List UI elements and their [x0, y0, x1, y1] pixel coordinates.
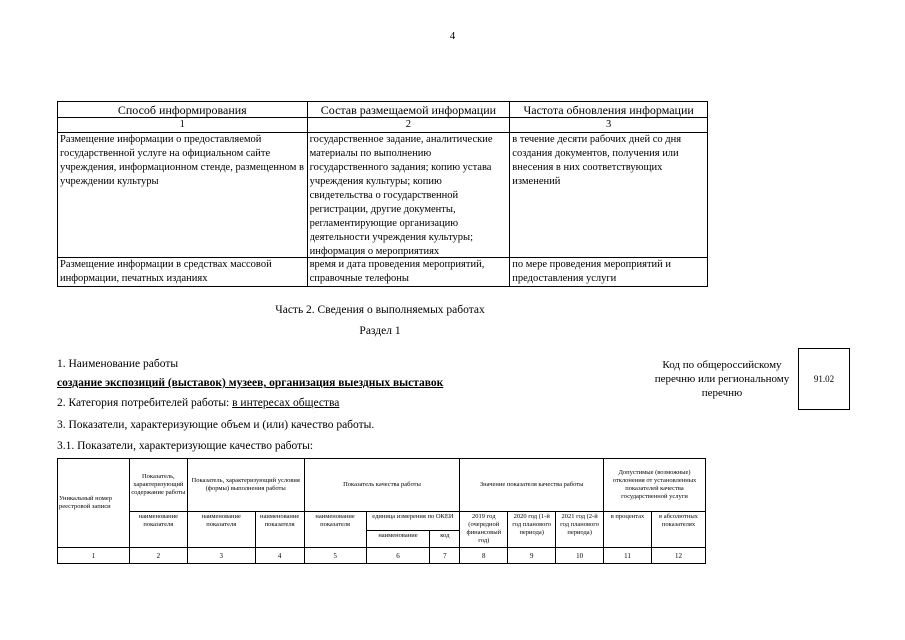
subheader-year-2019: 2019 год (очередной финансовый год): [460, 512, 508, 548]
column-number: 12: [651, 548, 705, 564]
subheader-indicator-name: наименование показателя: [129, 512, 187, 548]
consumer-category: [57, 397, 339, 409]
consumer-category-label: 2. Категория потребителей работы:: [57, 397, 233, 409]
quality-number-row: [58, 548, 706, 564]
quality-header-row: [58, 459, 706, 512]
row-content: время и дата проведения мероприятий, справочные телефоны: [307, 258, 510, 287]
page-number: 4: [449, 30, 456, 42]
column-number: 1: [58, 118, 308, 133]
column-number: 3: [187, 548, 255, 564]
column-number: 4: [255, 548, 304, 564]
header-method: Способ информирования: [58, 102, 308, 118]
registry-code-box: 91.02: [798, 348, 850, 410]
column-number: 10: [556, 548, 604, 564]
table-row: [58, 258, 708, 287]
column-number: 6: [366, 548, 430, 564]
header-content-indicator: Показатель, характеризующий содержание работы: [129, 459, 187, 512]
row-frequency: в течение десяти рабочих дней со дня создания документов, получения или внесения в них соответствующих изменений: [512, 134, 682, 187]
row-frequency: по мере проведения мероприятий и предоставления услуги: [510, 258, 708, 287]
work-name-value: создание экспозиций (выставок) музеев, организация выездных выставок: [57, 377, 444, 389]
section-title: Раздел 1: [359, 325, 401, 337]
subheader-unit-name: наименование: [366, 531, 430, 548]
info-table-number-row: [58, 118, 708, 133]
subheader-indicator-name: наименование показателя: [187, 512, 255, 548]
row-method: Размещение информации в средствах массовой информации, печатных изданиях: [58, 258, 308, 287]
column-number: 1: [58, 548, 130, 564]
quality-indicators-heading: 3.1. Показатели, характеризующие качество работы:: [57, 440, 314, 452]
header-conditions-indicator: Показатель, характеризующий условия (формы) выполнения работы: [187, 459, 304, 512]
consumer-category-value: в интересах общества: [232, 397, 340, 409]
subheader-indicator-name: наименование показателя: [304, 512, 366, 548]
header-frequency: Частота обновления информации: [510, 102, 708, 118]
subheader-absolute: в абсолютных показателях: [651, 512, 705, 548]
column-number: 9: [508, 548, 556, 564]
registry-code-label: Код по общероссийскому перечню или региональному перечню: [654, 359, 790, 399]
column-number: 7: [430, 548, 460, 564]
column-number: 11: [604, 548, 652, 564]
subheader-unit: единица измерения по ОКЕИ: [366, 512, 460, 531]
column-number: 3: [510, 118, 708, 133]
column-number: 5: [304, 548, 366, 564]
header-quality-indicator: Показатель качества работы: [304, 459, 460, 512]
table-row: [58, 133, 708, 258]
quality-subheader-row: [58, 512, 706, 531]
information-table: [57, 101, 708, 287]
quality-indicators-table: [57, 458, 706, 564]
subheader-year-2020: 2020 год (1-й год планового периода): [508, 512, 556, 548]
info-table-header-row: [58, 102, 708, 118]
header-allowed-deviation: Допустимые (возможные) отклонения от установленных показателей качества государственной услуги: [604, 459, 706, 512]
subheader-indicator-name: наименование показателя: [255, 512, 304, 548]
header-unique-number: Уникальный номер реестровой записи: [58, 459, 130, 548]
subheader-year-2021: 2021 год (2-й год планового периода): [556, 512, 604, 548]
indicators-heading: 3. Показатели, характеризующие объем и (или) качество работы.: [57, 419, 375, 431]
row-method: Размещение информации о предоставляемой государственной услуге на официальном сайте учреждения, информационном стенде, размещенном в учреждении культуры: [60, 134, 304, 187]
column-number: 8: [460, 548, 508, 564]
work-name-label: 1. Наименование работы: [57, 358, 179, 370]
header-content: Состав размещаемой информации: [307, 102, 510, 118]
header-quality-value: Значение показателя качества работы: [460, 459, 604, 512]
row-content: государственное задание, аналитические материалы по выполнению государственного задания; копию устава учреждения культуры; копию свидетельства о государственной регистрации, другие документы, регламентирующие организацию деятельности учреждения культуры; информация о мероприятиях: [309, 134, 493, 257]
column-number: 2: [129, 548, 187, 564]
column-number: 2: [307, 118, 510, 133]
subheader-percent: в процентах: [604, 512, 652, 548]
subheader-unit-code: код: [430, 531, 460, 548]
part-title: Часть 2. Сведения о выполняемых работах: [275, 304, 485, 316]
